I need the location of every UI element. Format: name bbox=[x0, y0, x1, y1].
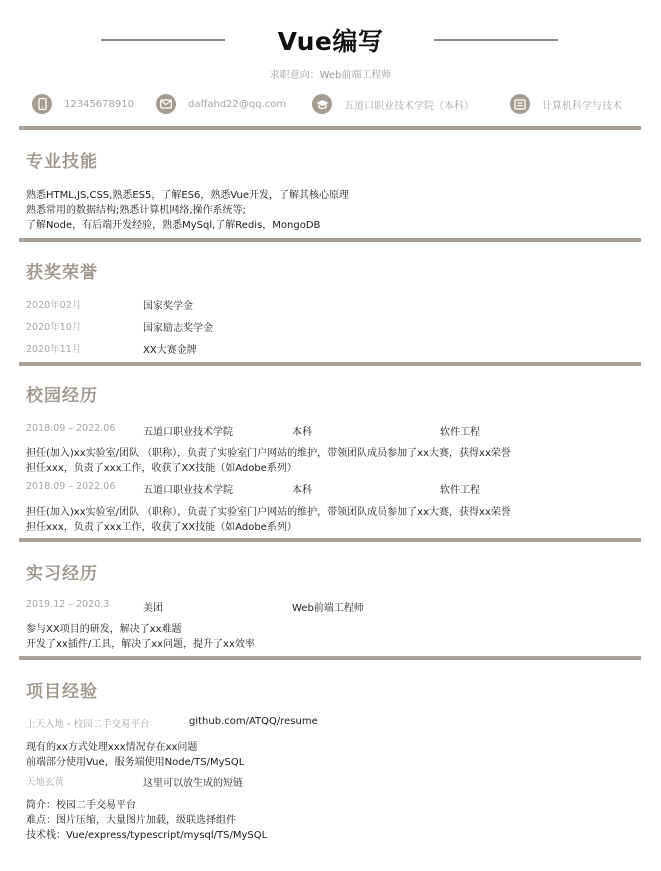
candidate-name: Vue编写 bbox=[277, 27, 384, 56]
project-name: 上天入地 - 校园二手交易平台 bbox=[26, 719, 150, 730]
section-divider bbox=[19, 126, 641, 130]
campus-degree: 本科 bbox=[292, 427, 312, 438]
contact-bar bbox=[32, 92, 632, 116]
campus-major: 软件工程 bbox=[440, 427, 480, 438]
phone-text: 12345678910 bbox=[64, 98, 134, 110]
major-text: 计算机科学与技术 bbox=[542, 100, 622, 112]
intern-role: Web前端工程师 bbox=[292, 603, 364, 614]
name-row bbox=[0, 22, 661, 62]
project-detail-line: 现有的xx方式处理xxx情况存在xx问题 bbox=[26, 742, 198, 753]
project-detail-line: 技术栈：Vue/express/typescript/mysql/TS/MySQL bbox=[26, 830, 268, 841]
intern-detail-line: 参与XX项目的研发，解决了xx难题 bbox=[26, 624, 182, 635]
award-date: 2020年10月 bbox=[26, 322, 82, 333]
campus-major: 软件工程 bbox=[440, 485, 480, 496]
campus-detail-line: 担任(加入)xx实验室/团队 （职称），负责了实验室门户网站的维护，带领团队成员参加了xx大赛，获得xx荣誉 bbox=[26, 507, 511, 518]
book-icon bbox=[510, 94, 530, 114]
project-link[interactable]: 这里可以放生成的短链 bbox=[143, 778, 243, 789]
section-divider bbox=[19, 538, 641, 542]
campus-detail-line: 担任(加入)xx实验室/团队 （职称），负责了实验室门户网站的维护，带领团队成员参加了xx大赛，获得xx荣誉 bbox=[26, 448, 511, 459]
project-link[interactable]: github.com/ATQQ/resume bbox=[189, 716, 318, 727]
section-divider bbox=[19, 656, 641, 660]
section-divider bbox=[19, 238, 641, 242]
email-text: daffahd22@qq.com bbox=[188, 98, 287, 110]
contact-email[interactable] bbox=[156, 92, 286, 116]
job-intent: 求职意向：Web前端工程师 bbox=[269, 70, 392, 81]
school-text: 五道口职业技术学院（本科） bbox=[344, 100, 474, 112]
campus-degree: 本科 bbox=[292, 485, 312, 496]
campus-school: 五道口职业技术学院 bbox=[143, 427, 233, 438]
award-name: 国家励志奖学金 bbox=[143, 323, 213, 334]
contact-school bbox=[312, 92, 474, 116]
project-name: 天地玄黄 bbox=[26, 777, 65, 788]
campus-date: 2018.09 – 2022.06 bbox=[26, 481, 116, 492]
resume-header bbox=[0, 22, 661, 112]
intern-date: 2019.12 – 2020.3 bbox=[26, 599, 110, 610]
campus-date: 2018.09 – 2022.06 bbox=[26, 423, 116, 434]
project-detail-line: 前端部分使用Vue，服务端使用Node/TS/MySQL bbox=[26, 757, 245, 768]
email-icon bbox=[156, 94, 176, 114]
campus-detail-line: 担任xxx，负责了xxx工作，收获了XX技能（如Adobe系列） bbox=[26, 463, 297, 474]
phone-icon bbox=[32, 94, 52, 114]
contact-phone bbox=[32, 92, 134, 116]
section-title-skills: 专业技能 bbox=[26, 152, 98, 172]
campus-school: 五道口职业技术学院 bbox=[143, 485, 233, 496]
section-title-projects: 项目经验 bbox=[26, 682, 98, 702]
intern-company: 美团 bbox=[143, 603, 163, 614]
section-title-campus: 校园经历 bbox=[26, 386, 98, 406]
award-date: 2020年11月 bbox=[26, 344, 82, 355]
section-title-awards: 获奖荣誉 bbox=[26, 263, 98, 283]
section-divider bbox=[19, 362, 641, 366]
skill-line: 熟悉常用的数据结构;熟悉计算机网络,操作系统等; bbox=[26, 205, 246, 216]
award-name: 国家奖学金 bbox=[143, 301, 193, 312]
name-divider-right bbox=[434, 39, 558, 41]
campus-detail-line: 担任xxx，负责了xxx工作，收获了XX技能（如Adobe系列） bbox=[26, 522, 297, 533]
section-title-intern: 实习经历 bbox=[26, 564, 98, 584]
skill-line: 熟悉HTML,JS,CSS,熟悉ES5，了解ES6，熟悉Vue开发，了解其核心原理 bbox=[26, 190, 350, 201]
award-date: 2020年02月 bbox=[26, 300, 82, 311]
award-name: XX大赛金牌 bbox=[143, 345, 197, 356]
school-icon bbox=[312, 94, 332, 114]
skill-line: 了解Node，有后端开发经验，熟悉MySql,了解Redis，MongoDB bbox=[26, 220, 321, 231]
intern-detail-line: 开发了xx插件/工具，解决了xx问题，提升了xx效率 bbox=[26, 639, 255, 650]
contact-major bbox=[510, 92, 622, 116]
project-detail-line: 难点：图片压缩，大量图片加载，级联选择组件 bbox=[26, 815, 236, 826]
project-detail-line: 简介：校园二手交易平台 bbox=[26, 800, 136, 811]
